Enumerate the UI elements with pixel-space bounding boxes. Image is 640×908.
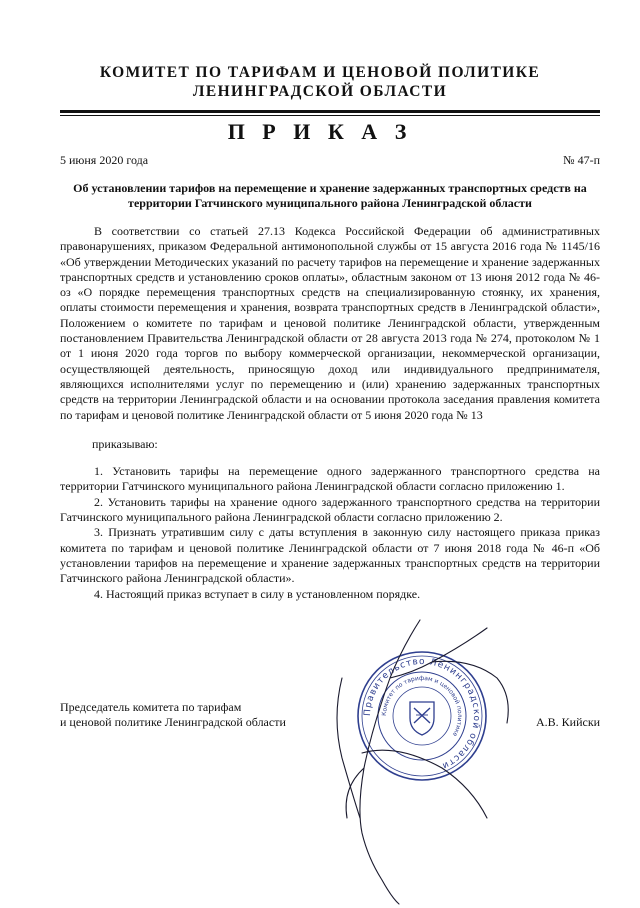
issuer-line-2: ЛЕНИНГРАДСКОЙ ОБЛАСТИ (192, 83, 448, 100)
order-item-2: 2. Установить тарифы на хранение одного задержанного транспортного средства на территории Гатчинского муниципального района Ленинградской области согласно приложению 2. (60, 494, 600, 525)
svg-text:Комитет по тарифам и ценовой п (381, 675, 463, 738)
document-body (60, 224, 600, 602)
order-item-1: 1. Установить тарифы на перемещение одного задержанного транспортного средства на территории Гатчинского муниципального района Ленинградской области согласно приложению 1. (60, 464, 600, 494)
coat-of-arms-icon (410, 702, 434, 735)
signatory-position-line-1: Председатель комитета по тарифам (60, 700, 242, 714)
header-rule-thin (60, 115, 600, 116)
signatory-position-line-2: и ценовой политике Ленинградской области (60, 715, 286, 729)
document-date: 5 июня 2020 года (60, 153, 149, 167)
header-rule-thick (60, 110, 600, 113)
official-seal-with-signature (302, 618, 542, 908)
order-word: приказываю: (92, 436, 158, 451)
svg-text:Правительство Ленинградской об (363, 657, 481, 771)
preamble-paragraph: В соответствии со статьей 27.13 Кодекса Российской Федерации об административных правонарушениях, приказом Федеральной антимонопольной службы от 15 августа 2016 года № 1145/16 «Об утверждении Методических указаний по расчету тарифов на перемещение и хранение задержанных транспортных средств и установлению сроков оплаты», областным законом от 13 июня 2012 года № 46-оз «О порядке перемещения транспортных средств на специализированную стоянку, их хранения, оплаты стоимости перемещения и хранения, возврата транспортных средств в Ленинградской области», Положением о комитете по тарифам и ценовой политике Ленинградской области, утвержденным постановлением Правительства Ленинградской области от 28 августа 2013 года № 274, протоколом № 1 от 1 июня 2020 года торгов по выбору коммерческой организации, некоммерческой организации, осуществляющей деятельность, приносящую доход или индивидуального предпринимателя, являющихся исполнителями услуг по перемещению и (или) хранению задержанных транспортных средств на территории Ленинградской области и на основании протокола заседания правления комитета по тарифам и ценовой политике Ленинградской области от 5 июня 2020 года № 13 (60, 224, 600, 422)
issuer-header (0, 63, 640, 101)
order-item-3: 3. Признать утратившим силу с даты вступления в законную силу настоящего приказа приказ комитета по тарифам и ценовой политике Ленинградской области от 7 июня 2018 года № 46-п «Об установлении тарифов на перемещение и хранение задержанных транспортных средств на территории Гатчинского района Ленинградской области». (60, 525, 600, 586)
issuer-line-1: КОМИТЕТ ПО ТАРИФАМ И ЦЕНОВОЙ ПОЛИТИКЕ (99, 64, 541, 81)
signatory-position (60, 700, 286, 730)
document-number: № 47-п (563, 153, 600, 167)
date-number-line (60, 153, 600, 168)
seal-inner-text: Комитет по тарифам и ценовой политике (380, 674, 464, 738)
signatory-name: А.В. Кийски (536, 715, 601, 729)
order-item-4: 4. Настоящий приказ вступает в силу в установленном порядке. (94, 586, 421, 601)
seal-outer-text: Правительство Ленинградской области (362, 656, 482, 771)
document-subject: Об установлении тарифов на перемещение и хранение задержанных транспортных средств на территории Гатчинского муниципального района Ленинградской области (73, 181, 587, 210)
document-type-title: П Р И К А З (227, 119, 413, 144)
